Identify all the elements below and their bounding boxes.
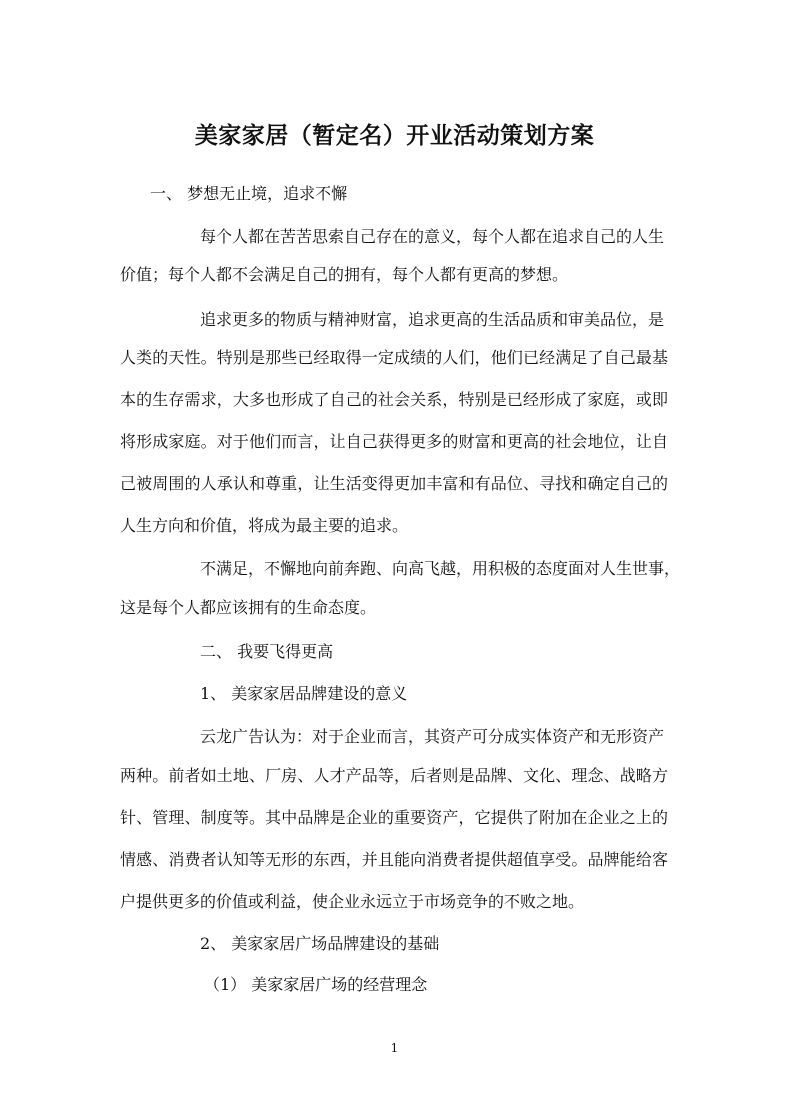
section-2-sub-1-p1-line4: 情感、消费者认知等无形的东西，并且能向消费者提供超值享受。品牌能给客 [120, 850, 668, 869]
section-2-sub-1-p1-line1: 云龙广告认为：对于企业而言，其资产可分成实体资产和无形资产 [200, 727, 665, 746]
section-2-sub-1-p1-line5: 户提供更多的价值或利益，使企业永远立于市场竞争的不败之地。 [120, 892, 585, 911]
section-1-p2-line4: 将形成家庭。对于他们而言，让自己获得更多的财富和更高的社会地位，让自 [120, 432, 668, 451]
section-1-p2-line3: 本的生存需求，大多也形成了自己的社会关系，特别是已经形成了家庭，或即 [120, 390, 668, 409]
section-1-p1-line2: 价值；每个人都不会满足自己的拥有，每个人都有更高的梦想。 [120, 265, 569, 284]
page-number: 1 [390, 1041, 399, 1055]
section-2-sub-1-p1-line2: 两种。前者如土地、厂房、人才产品等，后者则是品牌、文化、理念、战略方 [120, 766, 668, 785]
section-1-p3-line2: 这是每个人都应该拥有的生命态度。 [120, 598, 377, 617]
section-2-heading: 二、 我要飞得更高 [200, 642, 334, 661]
section-1-p1-line1: 每个人都在苦苦思索自己存在的意义，每个人都在追求自己的人生 [200, 227, 665, 246]
section-1-p2-line5: 己被周围的人承认和尊重，让生活变得更加丰富和有品位、寻找和确定自己的 [120, 474, 668, 493]
section-1-p2-line6: 人生方向和价值，将成为最主要的追求。 [120, 516, 409, 535]
section-1-p3-line1: 不满足，不懈地向前奔跑、向高飞越，用积极的态度面对人生世事， [200, 559, 681, 578]
section-1-heading: 一、 梦想无止境，追求不懈 [150, 184, 348, 203]
section-2-sub-2-item-1: （1） 美家家居广场的经营理念 [204, 975, 428, 994]
section-2-sub-2-heading: 2、 美家家居广场品牌建设的基础 [200, 934, 440, 953]
section-2-sub-1-p1-line3: 针、管理、制度等。其中品牌是企业的重要资产，它提供了附加在企业之上的 [120, 808, 668, 827]
section-1-p2-line2: 人类的天性。特别是那些已经取得一定成绩的人们，他们已经满足了自己最基 [120, 348, 668, 367]
section-1-p2-line1: 追求更多的物质与精神财富，追求更高的生活品质和审美品位，是 [200, 310, 665, 329]
document-title: 美家家居（暂定名）开业活动策划方案 [194, 122, 595, 149]
section-2-sub-1-heading: 1、 美家家居品牌建设的意义 [200, 684, 408, 703]
